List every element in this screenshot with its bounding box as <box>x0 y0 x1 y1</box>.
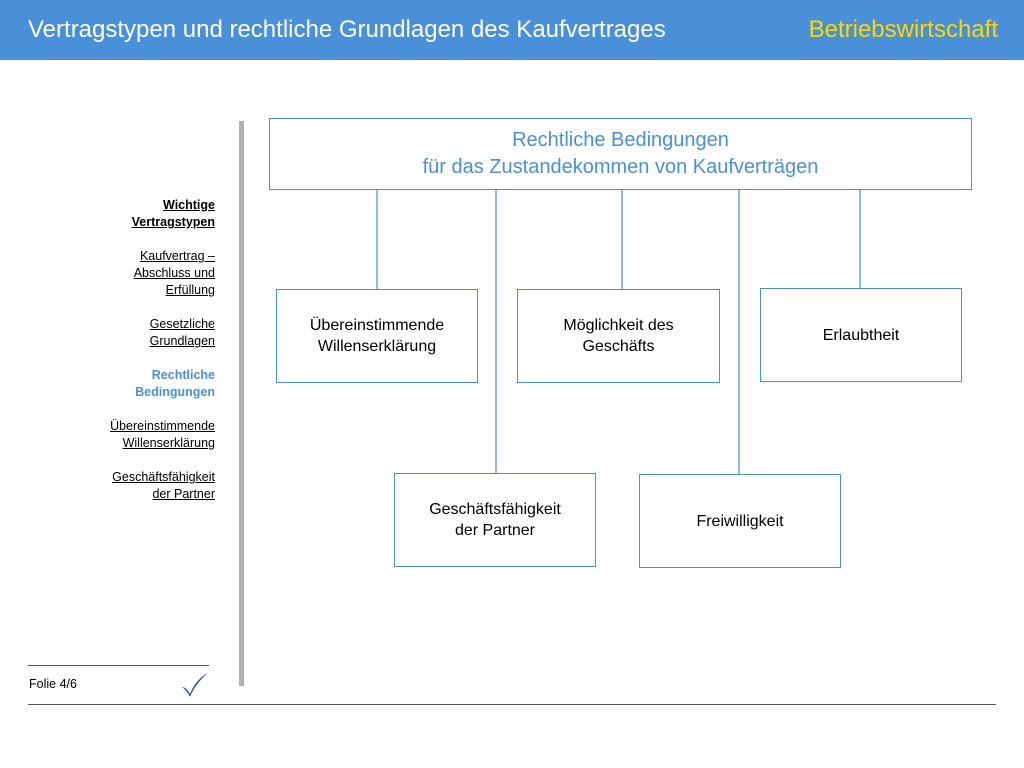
box-label: Übereinstimmende Willenserklärung <box>309 317 445 355</box>
root-box-label: Rechtliche Bedingungen für das Zustandekommen von Kaufverträgen <box>422 129 819 178</box>
box-label: Geschäftsfähigkeit der Partner <box>429 501 561 539</box>
root-box-rechtliche-bedingungen <box>269 118 972 190</box>
subject-label: Betriebswirtschaft <box>808 16 998 43</box>
box-moeglichkeit-des-geschaefts <box>517 289 720 383</box>
box-freiwilligkeit <box>639 474 841 568</box>
nav-item-wichtige-vertragstypen[interactable]: Wichtige Vertragstypen <box>131 198 215 229</box>
sidebar-divider <box>239 121 244 686</box>
box-erlaubtheit <box>760 288 962 382</box>
box-willenserklaerung <box>276 289 478 383</box>
nav-item-kaufvertrag[interactable]: Kaufvertrag – Abschluss und Erfüllung <box>133 249 215 297</box>
checkmark-icon[interactable] <box>178 671 210 699</box>
nav-item-willenserklaerung[interactable]: Übereinstimmende Willenserklärung <box>110 419 215 450</box>
nav-item-geschaeftsfaehigkeit[interactable]: Geschäftsfähigkeit der Partner <box>112 470 215 501</box>
nav-item-gesetzliche-grundlagen[interactable]: Gesetzliche Grundlagen <box>149 317 215 348</box>
slide-number: Folie 4/6 <box>29 677 77 691</box>
box-label: Freiwilligkeit <box>696 512 784 530</box>
box-label: Möglichkeit des Geschäfts <box>563 317 674 355</box>
footer-divider <box>28 704 996 705</box>
footer-divider-short <box>28 665 209 666</box>
header-bar <box>0 0 1024 60</box>
box-label: Erlaubtheit <box>822 326 900 344</box>
slide-title: Vertragstypen und rechtliche Grundlagen des Kaufvertrages <box>28 16 666 43</box>
nav-item-rechtliche-bedingungen[interactable]: Rechtliche Bedingungen <box>135 368 215 399</box>
box-geschaeftsfaehigkeit <box>394 473 596 567</box>
sidebar-nav <box>20 197 215 520</box>
